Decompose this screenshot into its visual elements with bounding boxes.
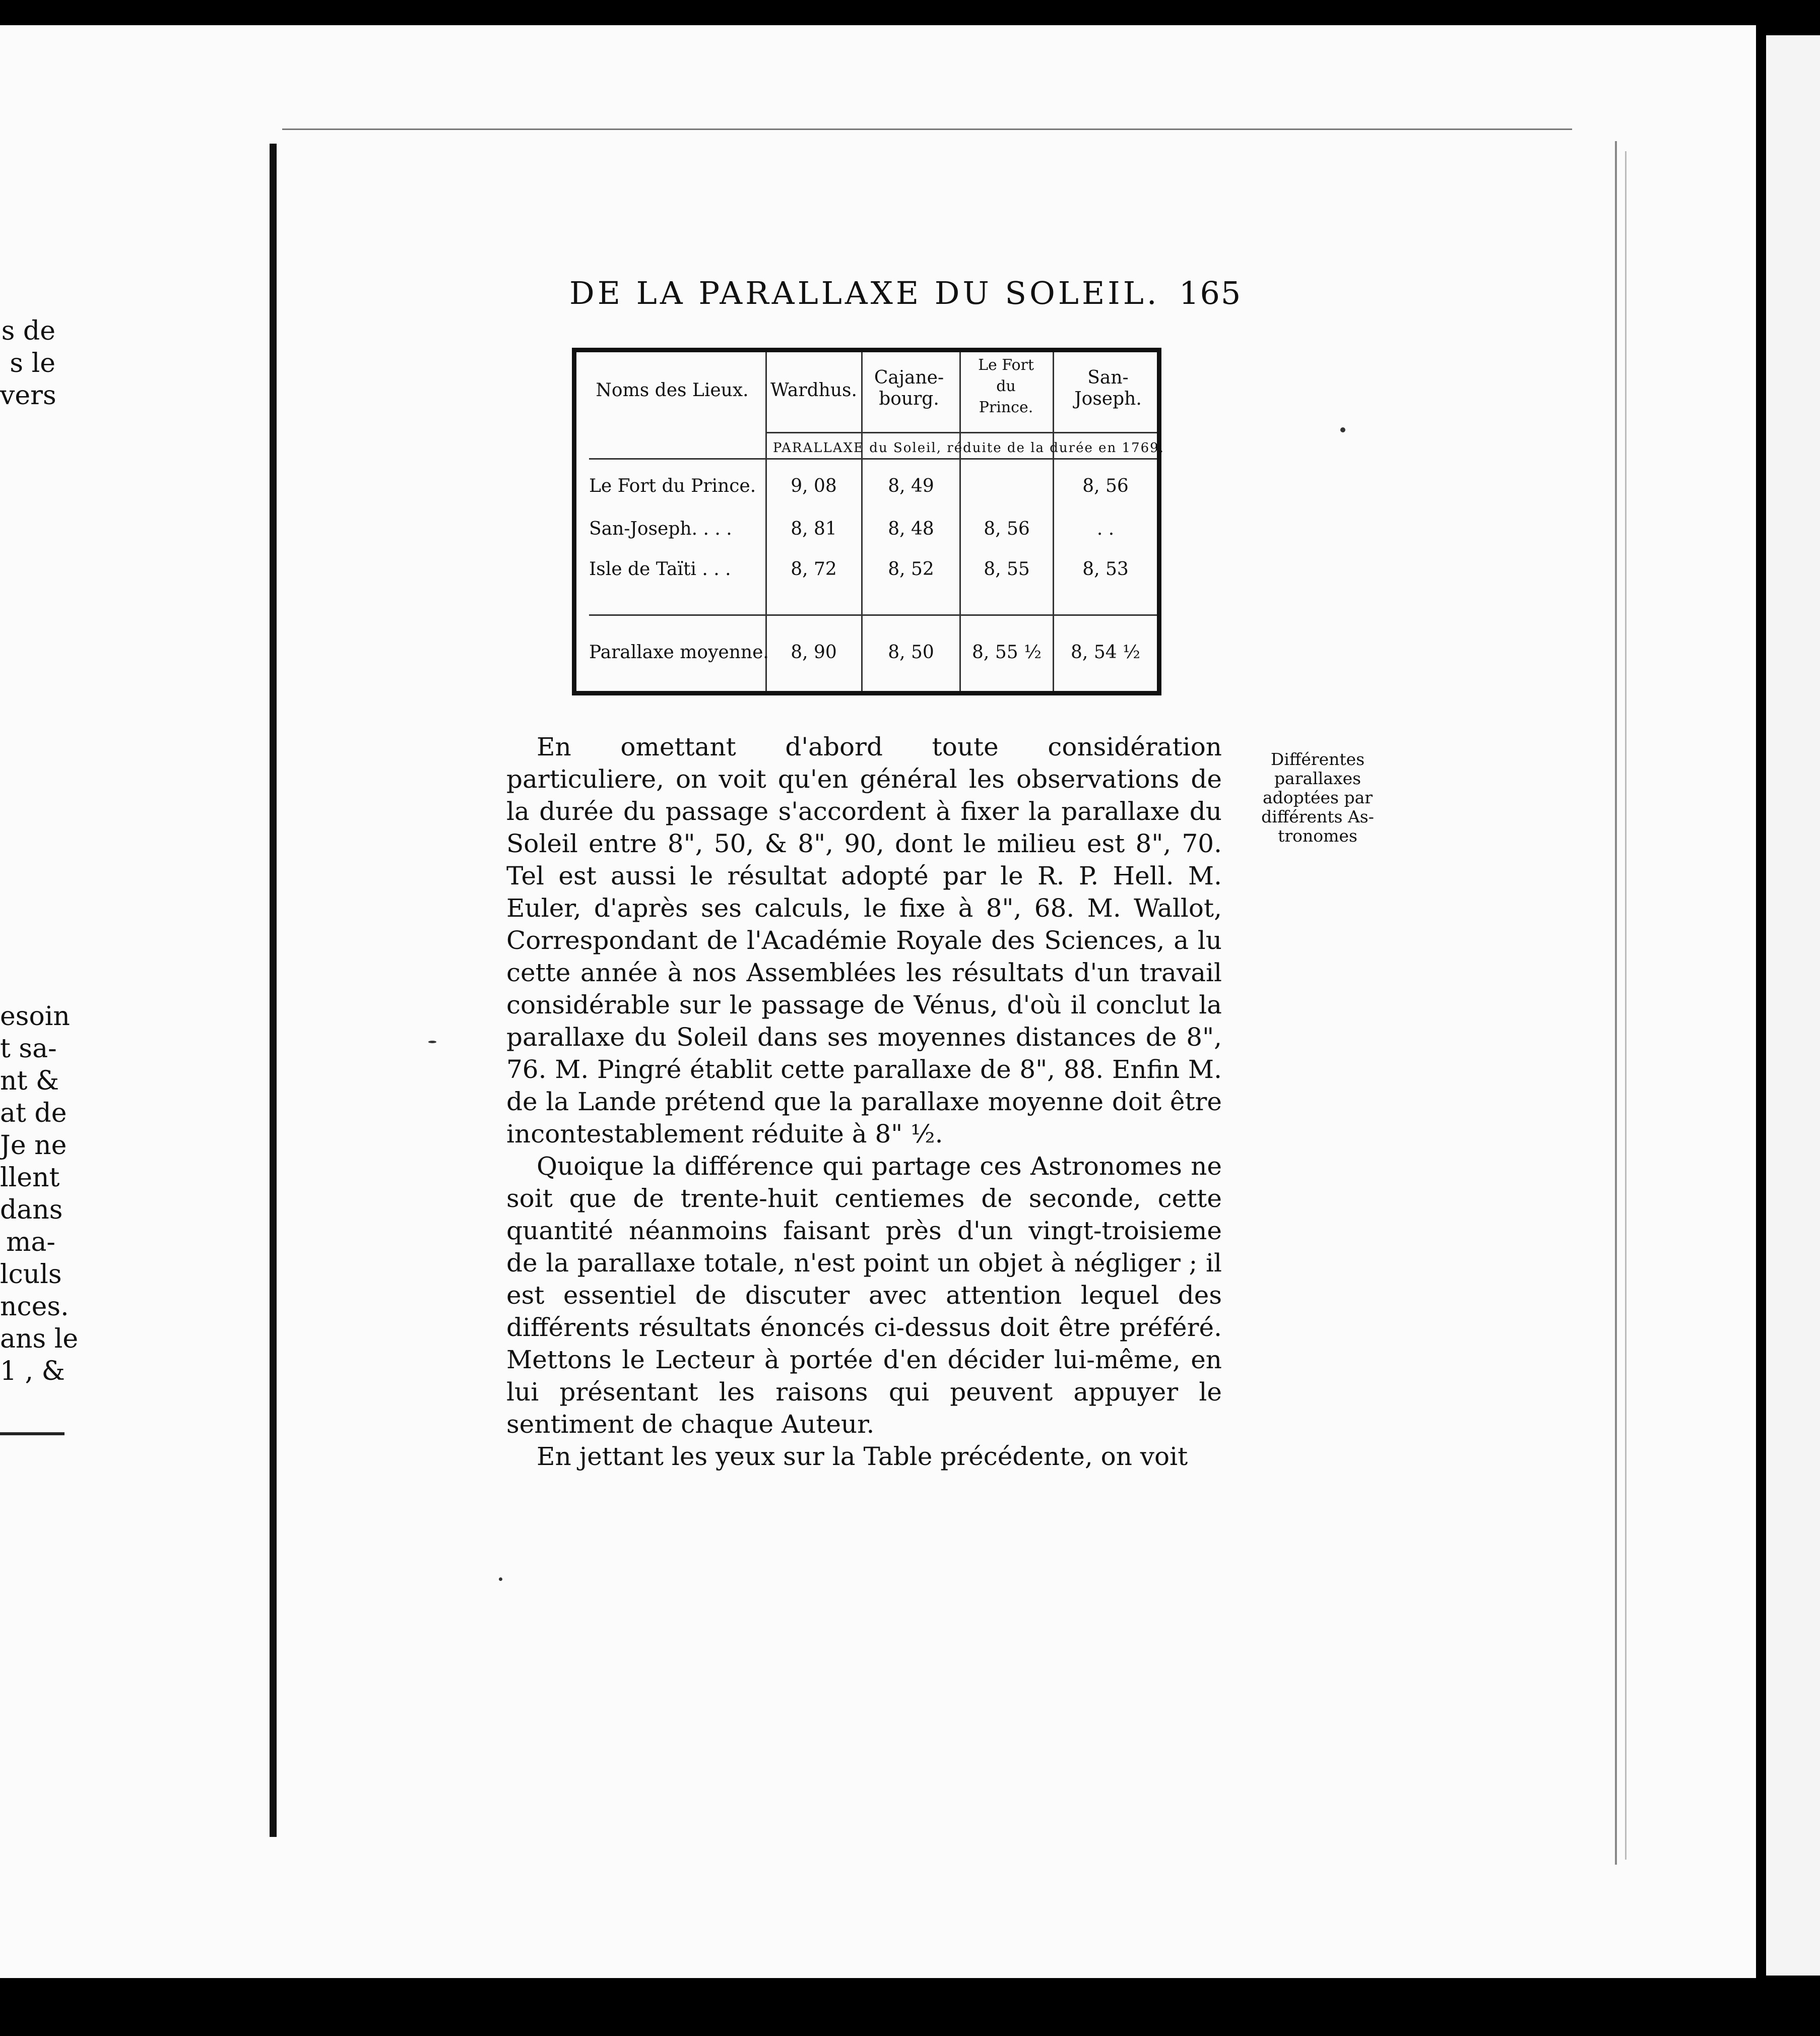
text-line: ans le [0, 1324, 79, 1354]
table-cell: 8, 52 [888, 559, 934, 580]
column-header: Le Fort du Prince. [978, 356, 1034, 416]
text-line: différents As- [1261, 807, 1374, 826]
table-column-rule [861, 352, 863, 691]
ink-speck [499, 1577, 502, 1581]
text-line: llent [0, 1163, 60, 1193]
table-cell: 9, 08 [791, 476, 837, 496]
column-header: Noms des Lieux. [596, 380, 749, 401]
column-header: Cajane- bourg. [874, 367, 944, 409]
row-label: Le Fort du Prince. [589, 476, 756, 496]
text-line: dans [0, 1195, 63, 1225]
text-line: Différentes [1270, 749, 1365, 769]
table-cell: 8, 54 ½ [1071, 642, 1140, 663]
text-line: s le [10, 348, 55, 378]
text-line: parallaxes [1274, 769, 1361, 788]
adjacent-page-strip [1766, 35, 1820, 1976]
text-line: tronomes [1278, 826, 1357, 846]
table-cell: . . [1096, 519, 1115, 539]
left-page-rule [0, 1432, 64, 1435]
table-cell: 8, 56 [984, 519, 1030, 539]
page-edge [1615, 141, 1617, 1865]
table-cell: 8, 81 [791, 519, 837, 539]
left-page-fragment-top [0, 315, 55, 412]
table-rule [589, 458, 1157, 460]
table-subtitle: PARALLAXE du Soleil, réduite de la durée en 1769. [773, 440, 1164, 456]
row-label: Parallaxe moyenne. [589, 642, 769, 663]
row-label: San-Joseph. . . . [589, 519, 732, 539]
parallax-table [572, 348, 1164, 695]
text-line: esoin [0, 1001, 70, 1032]
table-column-rule [1053, 352, 1054, 691]
ink-speck [1340, 427, 1345, 432]
text-line: ma- [6, 1227, 55, 1257]
paragraph: Quoique la différence qui partage ces Astronomes ne soit que de trente-huit centiemes de seconde, cette quantité néanmoins faisant près d'un vingt-troisieme de la parallaxe totale, n'est point un objet à négliger ; il est essentiel de discuter avec attention lequel des différents résultats énoncés ci-dessus doit être préféré. Mettons le Lecteur à portée d'en décider lui-même, en lui présentant les raisons qui peuvent appuyer le sentiment de chaque Auteur. [506, 1152, 1222, 1439]
table-cell: 8, 56 [1082, 476, 1129, 496]
table-cell: 8, 55 [984, 559, 1030, 580]
page-edge [282, 129, 1572, 130]
left-page-fragment-bottom [0, 1000, 79, 1387]
text-line: nt & [0, 1066, 59, 1096]
text-line: nces. [0, 1292, 69, 1322]
table-cell: 8, 90 [791, 642, 837, 663]
table-column-rule [765, 352, 767, 691]
ink-speck [428, 1041, 436, 1043]
paragraph: En omettant d'abord toute considération particuliere, on voit qu'en général les observations de la durée du passage s'accordent à fixer la parallaxe du Soleil entre 8", 50, & 8", 90, dont le milieu est 8", 70. Tel est aussi le résultat adopté par le R. P. Hell. M. Euler, d'après ses calculs, le fixe à 8", 68. M. Wallot, Correspondant de l'Académie Royale des Sciences, a lu cette année à nos Assemblées les résultats d'un travail considérable sur le passage de Vénus, d'où il conclut la parallaxe du Soleil dans ses moyennes distances de 8", 76. M. Pingré établit cette parallaxe de 8", 88. Enfin M. de la Lande prétend que la parallaxe moyenne doit être incontestablement réduite à 8" ½. [506, 732, 1222, 1149]
column-header: San- Joseph. [1074, 367, 1142, 409]
table-cell: 8, 72 [791, 559, 837, 580]
text-line: at de [0, 1098, 67, 1128]
text-line: s de [1, 316, 55, 346]
page-gutter-line [270, 144, 277, 1837]
running-head [569, 275, 1242, 311]
page-number: 165 [1179, 275, 1242, 311]
column-header: Wardhus. [770, 380, 857, 401]
marginal-note [1242, 750, 1393, 846]
paragraph: En jettant les yeux sur la Table précédente, on voit [537, 1442, 1188, 1471]
table-column-rule [959, 352, 961, 691]
text-line: lculs [0, 1259, 62, 1290]
table-cell: 8, 49 [888, 476, 934, 496]
text-line: Je ne [0, 1130, 67, 1161]
table-cell: 8, 55 ½ [972, 642, 1042, 663]
table-cell: 8, 48 [888, 519, 934, 539]
page-title: DE LA PARALLAXE DU SOLEIL. [569, 275, 1160, 311]
text-line: 1 , & [0, 1356, 65, 1386]
table-rule [765, 432, 1157, 433]
text-line: adoptées par [1262, 788, 1373, 807]
table-rule [589, 614, 1157, 616]
table-cell: 8, 53 [1082, 559, 1129, 580]
row-label: Isle de Taïti . . . [589, 559, 731, 580]
page-edge [1625, 151, 1627, 1860]
table-cell: 8, 50 [888, 642, 934, 663]
text-line: vers [0, 380, 56, 411]
body-text [506, 731, 1222, 1473]
text-line: t sa- [0, 1034, 57, 1064]
